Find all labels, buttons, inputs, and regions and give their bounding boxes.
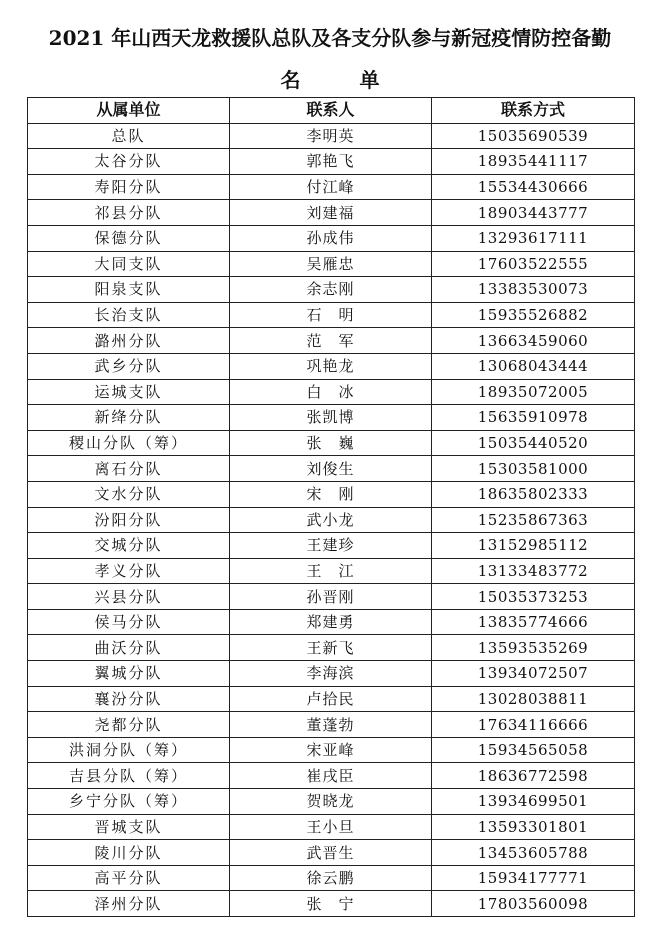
table-row <box>28 507 635 533</box>
unit-cell: 高平分队 <box>28 865 230 891</box>
contact-person-cell: 武小龙 <box>230 507 432 533</box>
contact-person-cell: 张 宁 <box>230 891 432 917</box>
contact-person-cell: 吴雁忠 <box>230 251 432 277</box>
unit-cell: 长治支队 <box>28 302 230 328</box>
contact-person-cell: 宋亚峰 <box>230 737 432 763</box>
table-row <box>28 763 635 789</box>
phone-cell: 18903443777 <box>432 200 635 226</box>
contact-person-cell: 刘俊生 <box>230 456 432 482</box>
contact-person-cell: 石 明 <box>230 302 432 328</box>
table-row <box>28 277 635 303</box>
phone-cell: 13068043444 <box>432 353 635 379</box>
unit-cell: 武乡分队 <box>28 353 230 379</box>
table-row <box>28 891 635 917</box>
unit-cell: 阳泉支队 <box>28 277 230 303</box>
unit-cell: 运城支队 <box>28 379 230 405</box>
unit-cell: 交城分队 <box>28 533 230 559</box>
table-row <box>28 174 635 200</box>
phone-cell: 15035440520 <box>432 430 635 456</box>
table-row <box>28 814 635 840</box>
table-row <box>28 635 635 661</box>
contact-person-cell: 贺晓龙 <box>230 789 432 815</box>
unit-cell: 太谷分队 <box>28 149 230 175</box>
table-row <box>28 200 635 226</box>
contact-person-cell: 郑建勇 <box>230 609 432 635</box>
table-body <box>28 123 635 916</box>
table-row <box>28 302 635 328</box>
table-row <box>28 225 635 251</box>
phone-cell: 15635910978 <box>432 405 635 431</box>
unit-cell: 侯马分队 <box>28 609 230 635</box>
table-row <box>28 123 635 149</box>
contact-person-cell: 董蓬勃 <box>230 712 432 738</box>
unit-cell: 洪洞分队（筹） <box>28 737 230 763</box>
contact-person-cell: 卢拾民 <box>230 686 432 712</box>
unit-cell: 尧都分队 <box>28 712 230 738</box>
contact-person-cell: 武晋生 <box>230 840 432 866</box>
phone-cell: 13453605788 <box>432 840 635 866</box>
table-row <box>28 840 635 866</box>
document-subtitle: 名 单 <box>280 68 406 92</box>
phone-cell: 15035373253 <box>432 584 635 610</box>
header-contact-info: 联系方式 <box>432 98 635 124</box>
contact-person-cell: 徐云鹏 <box>230 865 432 891</box>
table-header-row <box>28 98 635 124</box>
phone-cell: 13593301801 <box>432 814 635 840</box>
contact-person-cell: 王 江 <box>230 558 432 584</box>
table-row <box>28 405 635 431</box>
contact-person-cell: 孙晋刚 <box>230 584 432 610</box>
table-row <box>28 558 635 584</box>
contact-person-cell: 范 军 <box>230 328 432 354</box>
contact-person-cell: 余志刚 <box>230 277 432 303</box>
unit-cell: 孝义分队 <box>28 558 230 584</box>
contact-person-cell: 李明英 <box>230 123 432 149</box>
contact-table <box>27 97 635 917</box>
document-title: 2021 年山西天龙救援队总队及各支分队参与新冠疫情防控备勤 <box>48 26 612 50</box>
phone-cell: 13133483772 <box>432 558 635 584</box>
unit-cell: 曲沃分队 <box>28 635 230 661</box>
phone-cell: 15235867363 <box>432 507 635 533</box>
phone-cell: 17634116666 <box>432 712 635 738</box>
contact-person-cell: 孙成伟 <box>230 225 432 251</box>
phone-cell: 13028038811 <box>432 686 635 712</box>
contact-person-cell: 王小旦 <box>230 814 432 840</box>
unit-cell: 襄汾分队 <box>28 686 230 712</box>
phone-cell: 15534430666 <box>432 174 635 200</box>
table-row <box>28 481 635 507</box>
table-row <box>28 609 635 635</box>
contact-person-cell: 崔戌臣 <box>230 763 432 789</box>
table-row <box>28 865 635 891</box>
unit-cell: 翼城分队 <box>28 661 230 687</box>
phone-cell: 13383530073 <box>432 277 635 303</box>
unit-cell: 陵川分队 <box>28 840 230 866</box>
unit-cell: 总队 <box>28 123 230 149</box>
phone-cell: 15934177771 <box>432 865 635 891</box>
table-row <box>28 430 635 456</box>
unit-cell: 保德分队 <box>28 225 230 251</box>
phone-cell: 13934699501 <box>432 789 635 815</box>
unit-cell: 晋城支队 <box>28 814 230 840</box>
contact-person-cell: 付江峰 <box>230 174 432 200</box>
phone-cell: 13663459060 <box>432 328 635 354</box>
table-row <box>28 712 635 738</box>
contact-person-cell: 郭艳飞 <box>230 149 432 175</box>
unit-cell: 吉县分队（筹） <box>28 763 230 789</box>
phone-cell: 15035690539 <box>432 123 635 149</box>
unit-cell: 寿阳分队 <box>28 174 230 200</box>
unit-cell: 乡宁分队（筹） <box>28 789 230 815</box>
unit-cell: 新绛分队 <box>28 405 230 431</box>
contact-person-cell: 巩艳龙 <box>230 353 432 379</box>
unit-cell: 文水分队 <box>28 481 230 507</box>
unit-cell: 稷山分队（筹） <box>28 430 230 456</box>
phone-cell: 15935526882 <box>432 302 635 328</box>
table-row <box>28 686 635 712</box>
phone-cell: 13152985112 <box>432 533 635 559</box>
table-row <box>28 251 635 277</box>
contact-person-cell: 白 冰 <box>230 379 432 405</box>
table-row <box>28 328 635 354</box>
phone-cell: 17803560098 <box>432 891 635 917</box>
phone-cell: 15934565058 <box>432 737 635 763</box>
phone-cell: 18635802333 <box>432 481 635 507</box>
phone-cell: 17603522555 <box>432 251 635 277</box>
unit-cell: 离石分队 <box>28 456 230 482</box>
phone-cell: 18636772598 <box>432 763 635 789</box>
table-row <box>28 584 635 610</box>
unit-cell: 祁县分队 <box>28 200 230 226</box>
header-contact-person: 联系人 <box>230 98 432 124</box>
phone-cell: 13835774666 <box>432 609 635 635</box>
table-row <box>28 379 635 405</box>
phone-cell: 13934072507 <box>432 661 635 687</box>
phone-cell: 18935441117 <box>432 149 635 175</box>
header-unit: 从属单位 <box>28 98 230 124</box>
table-row <box>28 533 635 559</box>
unit-cell: 汾阳分队 <box>28 507 230 533</box>
unit-cell: 潞州分队 <box>28 328 230 354</box>
contact-person-cell: 王建珍 <box>230 533 432 559</box>
table-row <box>28 789 635 815</box>
table-row <box>28 149 635 175</box>
contact-person-cell: 张 巍 <box>230 430 432 456</box>
phone-cell: 15303581000 <box>432 456 635 482</box>
unit-cell: 大同支队 <box>28 251 230 277</box>
contact-person-cell: 王新飞 <box>230 635 432 661</box>
phone-cell: 13593535269 <box>432 635 635 661</box>
table-row <box>28 353 635 379</box>
phone-cell: 18935072005 <box>432 379 635 405</box>
contact-person-cell: 宋 刚 <box>230 481 432 507</box>
contact-person-cell: 张凯博 <box>230 405 432 431</box>
table-row <box>28 737 635 763</box>
contact-person-cell: 刘建福 <box>230 200 432 226</box>
phone-cell: 13293617111 <box>432 225 635 251</box>
unit-cell: 兴县分队 <box>28 584 230 610</box>
contact-person-cell: 李海滨 <box>230 661 432 687</box>
unit-cell: 泽州分队 <box>28 891 230 917</box>
table-row <box>28 456 635 482</box>
table-row <box>28 661 635 687</box>
